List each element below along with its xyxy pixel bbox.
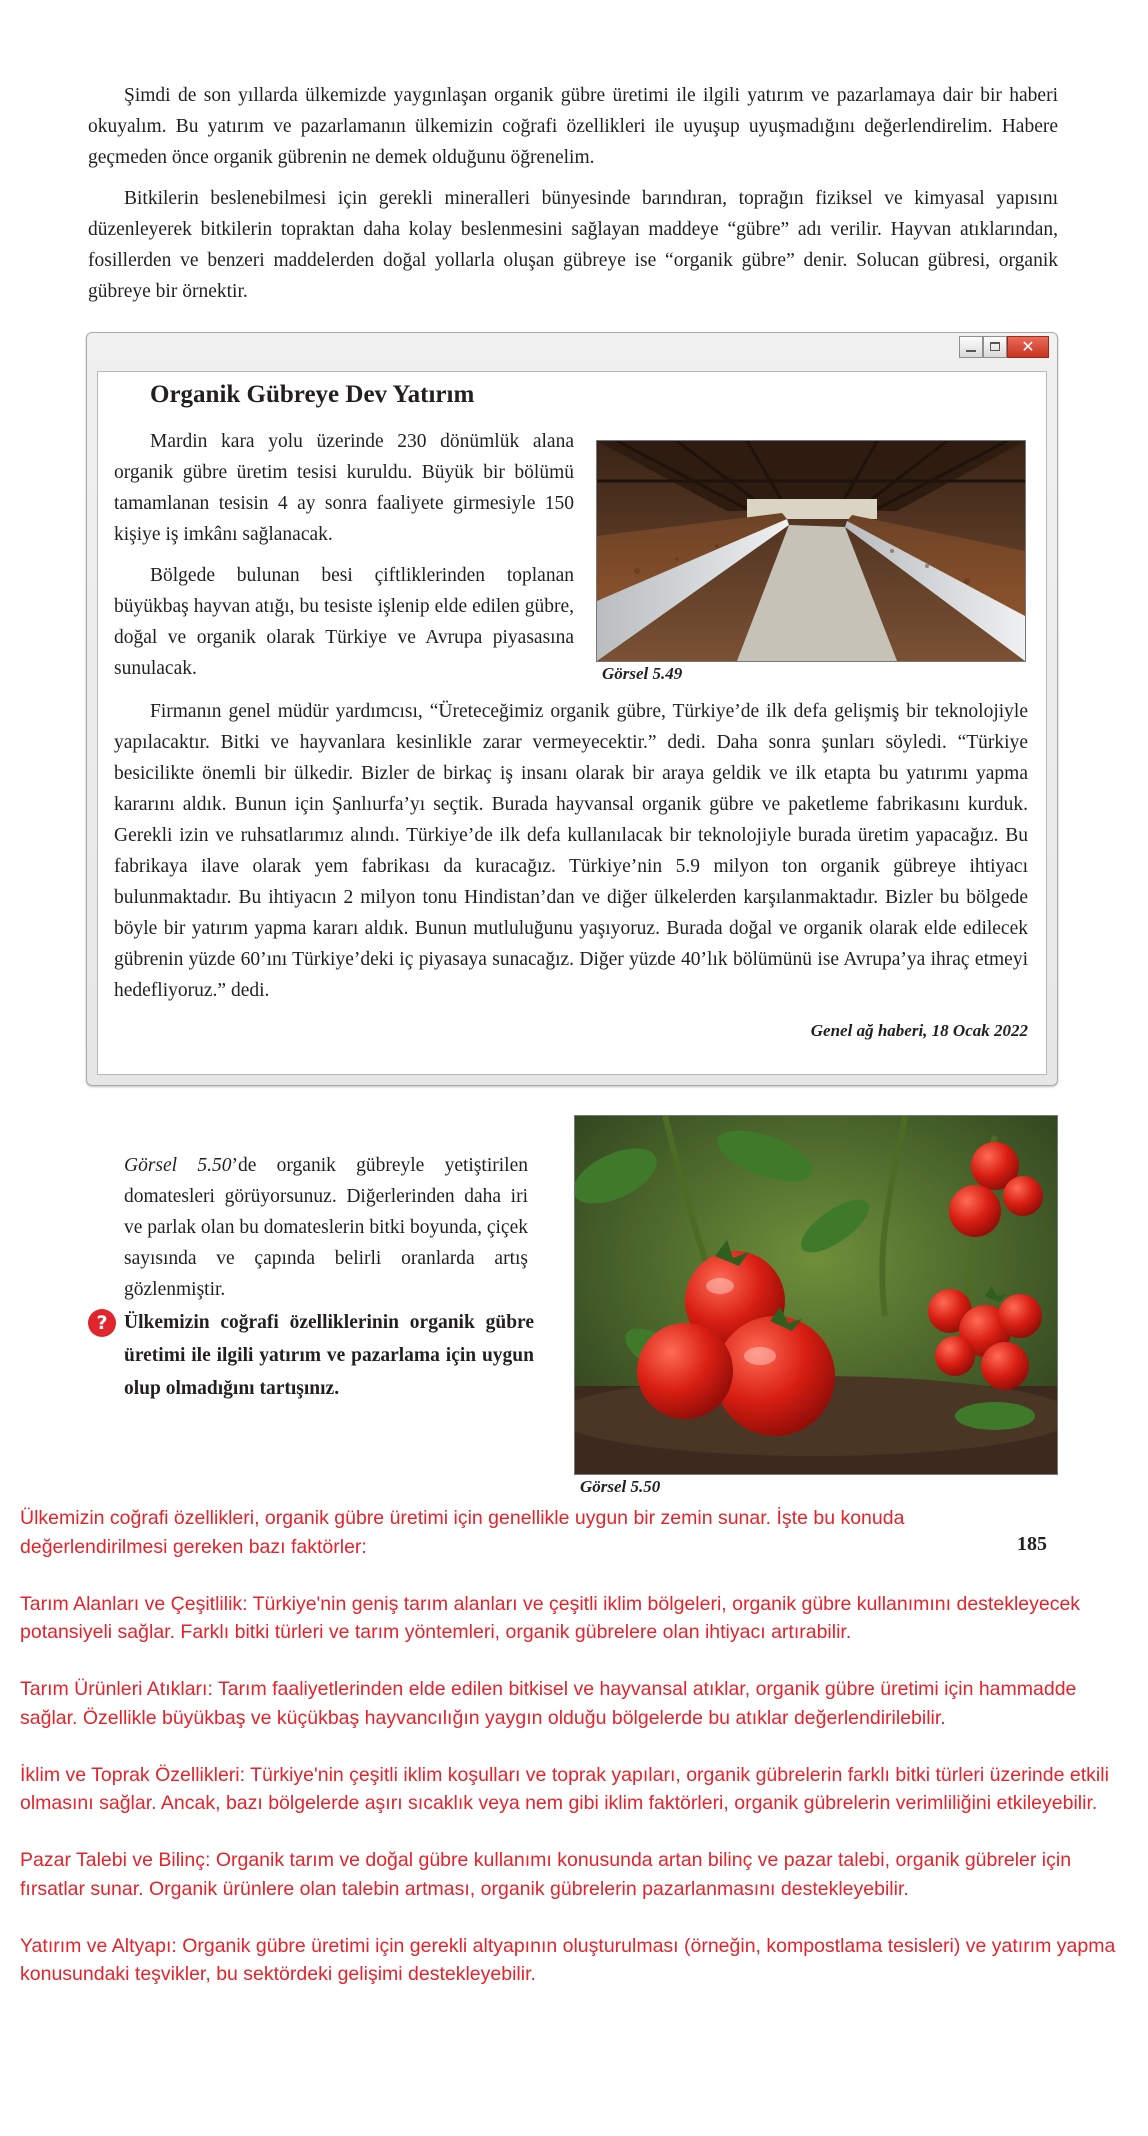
- minimize-icon[interactable]: [959, 336, 983, 358]
- maximize-icon[interactable]: [983, 336, 1007, 358]
- intro-paragraph-1: Şimdi de son yıllarda ülkemizde yaygınlaşan organik gübre üretimi ile ilgili yatırım ve pazarlamaya dair bir haberi okuyalım. Bu yatırım ve pazarlamanın ülkemizin coğrafi özellikleri ile uyuşup uyuşmadığını değerlendirelim. Habere geçmeden önce organik gübrenin ne demek olduğunu öğrenelim.: [88, 85, 1058, 168]
- question-icon: ?: [88, 1309, 116, 1337]
- intro-text: [88, 80, 1058, 317]
- answer-item: İklim ve Toprak Özellikleri: Türkiye'nin çeşitli iklim koşulları ve toprak yapıları, organik gübrelerin farklı bitki türleri üzerinde etkili olmasını sağlar. Ancak, bazı bölgelerde aşırı sıcaklık veya nem gibi iklim faktörleri, organik gübrelerin verimliliğini etkileyebilir.: [20, 1763, 1109, 1814]
- answer-text: [20, 1504, 1132, 2017]
- intro-paragraph-2: Bitkilerin beslenebilmesi için gerekli mineralleri bünyesinde barındıran, toprağın fiziksel ve kimyasal yapısını düzenleyerek bitkilerin topraktan daha kolay beslenmesini sağlayan maddeye “gübre” adı verilir. Hayvan atıklarından, fosillerden ve benzeri maddelerden doğal yollarla oluşan gübreye ise “organik gübre” denir. Solucan gübresi, organik gübreye bir örnektir.: [88, 188, 1058, 302]
- news-title: Organik Gübreye Dev Yatırım: [150, 381, 475, 408]
- tomato-paragraph: [124, 1150, 528, 1305]
- news-lead: [114, 426, 574, 694]
- photo-caption-5-50: Görsel 5.50: [580, 1477, 661, 1496]
- news-paragraph-2: Bölgede bulunan besi çiftliklerinden toplanan büyükbaş hayvan atığı, bu tesiste işlenip elde edilen gübre, doğal ve organik olarak Türkiye ve Avrupa piyasasına sunulacak.: [114, 565, 574, 679]
- answer-item: Tarım Alanları ve Çeşitlilik: Türkiye'nin geniş tarım alanları ve çeşitli iklim bölgeleri, organik gübre kullanımını destekleyecek potansiyeli sağlar. Farklı bitki türleri ve tarım yöntemleri, organik gübrelere olan ihtiyacı artırabilir.: [20, 1592, 1081, 1643]
- page-number: 185: [1017, 1533, 1047, 1555]
- answer-item: Yatırım ve Altyapı: Organik gübre üretimi için gerekli altyapının oluşturulması (örneğin, kompostlama tesisleri) ve yatırım yapma konusundaki teşvikler, bu sektördeki gelişimi destekleyebilir.: [20, 1934, 1116, 1985]
- tomato-paragraph-text: ’de organik gübreyle yetiştirilen domatesleri görüyorsunuz. Diğerlerinden daha iri ve parlak olan bu domateslerin bitki boyunda, çiçek sayısında ve çapında belirli oranlarda artış gözlenmiştir.: [124, 1155, 529, 1300]
- news-paragraph-1: Mardin kara yolu üzerinde 230 dönümlük alana organik gübre üretim tesisi kuruldu. Büyük bir bölümü tamamlanan tesisin 4 ay sonra faaliyete girmesiyle 150 kişiye iş imkânı sağlanacak.: [114, 431, 574, 545]
- answer-intro: Ülkemizin coğrafi özellikleri, organik gübre üretimi için genellikle uygun bir zemin sunar. İşte bu konuda değerlendirilmesi gereken bazı faktörler:: [20, 1507, 905, 1558]
- window-controls: [959, 336, 1049, 358]
- close-icon[interactable]: ✕: [1007, 336, 1049, 358]
- tomato-photo: [574, 1115, 1058, 1475]
- news-paragraph-3: Firmanın genel müdür yardımcısı, “Üreteceğimiz organik gübre, Türkiye’de ilk defa gelişmiş bir teknolojiyle yapılacaktır. Bitki ve hayvanlara kesinlikle zarar vermeyecektir.” dedi. Daha sonra şunları söyledi. “Türkiye besicilikte önemli bir ülkedir. Bizler de birkaç iş insanı olarak bir araya geldik ve ilk etapta bu yatırımı yapma kararını aldık. Bunun için Şanlıurfa’yı seçtik. Burada hayvansal organik gübre ve paketleme fabrikasını kurduk. Gerekli izin ve ruhsatlarımız alındı. Türkiye’de ilk defa kullanılacak bir teknolojiyle burada üretim yapacağız. Bu fabrikaya ilave olarak yem fabrikası da kuracağız. Türkiye’nin 5.9 milyon ton organik gübreye ihtiyacı bulunmaktadır. Bu ihtiyacın 2 milyon tonu Hindistan’dan ve diğer ülkelerden karşılanmaktadır. Bizler bu bölgede böyle bir yatırım yapma kararı aldık. Bunun mutluluğunu yaşıyoruz. Burada doğal ve organik olarak elde edilecek gübrenin yüzde 60’ını Türkiye’deki iç piyasaya sunacağız. Diğer yüzde 40’lık bölümünü ise Avrupa’ya ihraç etmeyi hedefliyoruz.” dedi.: [114, 701, 1028, 1001]
- answer-item: Pazar Talebi ve Bilinç: Organik tarım ve doğal gübre kullanımı konusunda artan bilinç ve pazar talebi, organik gübreler için fırsatlar sunar. Organik ürünlere olan talebin artması, organik gübrelerin pazarlanmasını destekleyebilir.: [20, 1849, 1072, 1900]
- discussion-question: Ülkemizin coğrafi özelliklerinin organik gübre üretimi ile ilgili yatırım ve pazarlama için uygun olup olmadığını tartışınız.: [124, 1312, 534, 1399]
- photo-caption-5-49: Görsel 5.49: [602, 664, 683, 683]
- compost-facility-photo: [596, 440, 1026, 662]
- answer-item: Tarım Ürünleri Atıkları: Tarım faaliyetlerinden elde edilen bitkisel ve hayvansal atıklar, organik gübre üretimi için hammadde sağlar. Özellikle büyükbaş ve küçükbaş hayvancılığın yaygın olduğu bölgelerde bu atıklar değerlendirilebilir.: [20, 1678, 1077, 1729]
- figure-reference: Görsel 5.50: [124, 1155, 232, 1176]
- news-source: Genel ağ haberi, 18 Ocak 2022: [810, 1021, 1028, 1040]
